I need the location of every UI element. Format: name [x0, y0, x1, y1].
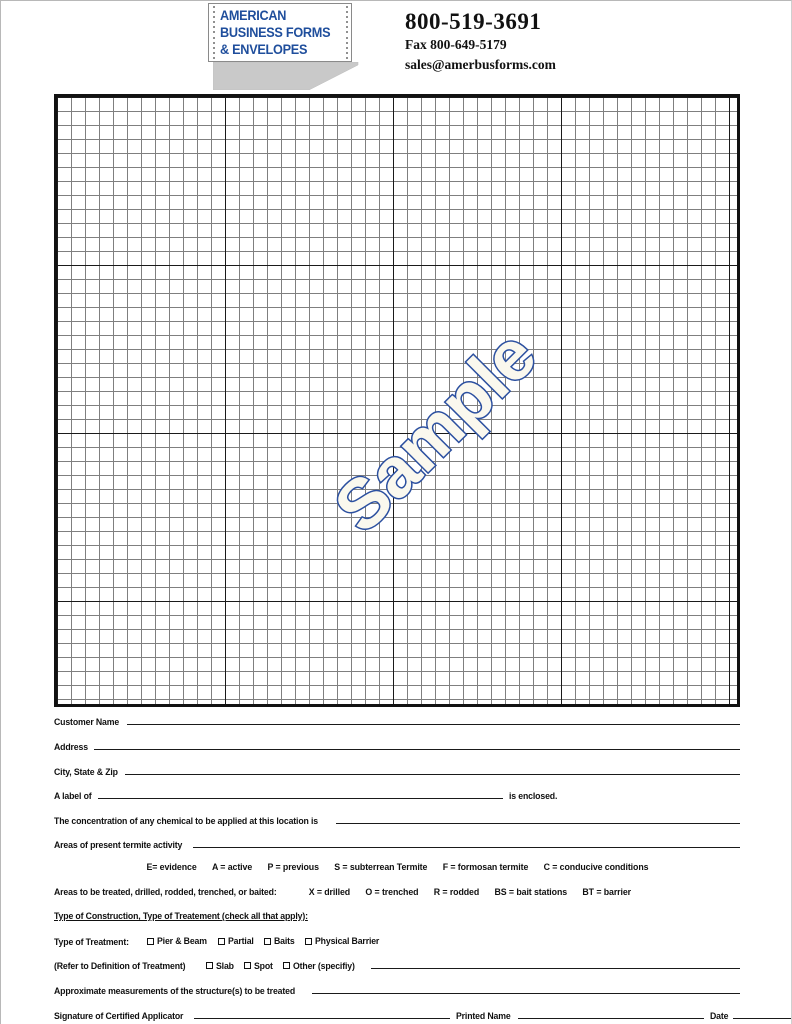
perforation-dot-icon: [346, 16, 348, 18]
checkbox-group-partial[interactable]: [218, 935, 264, 947]
checkbox-group-other[interactable]: [283, 960, 367, 972]
construction-heading-row: [54, 910, 740, 927]
label-city-state-zip: City, State & Zip: [54, 767, 118, 777]
logo-line-2: BUSINESS FORMS: [220, 25, 331, 40]
checkbox-group-physical-barrier[interactable]: [305, 935, 392, 947]
checkbox-physical-barrier[interactable]: [305, 938, 312, 945]
legend-evidence: E= evidence: [146, 862, 197, 872]
phone-number: 800-519-3691: [405, 9, 542, 34]
legend-bait-stations: BS = bait stations: [494, 887, 568, 897]
fax-number: Fax 800-649-5179: [405, 37, 507, 52]
label-is-enclosed: is enclosed.: [508, 791, 557, 801]
field-city-state-zip[interactable]: [54, 765, 740, 782]
label-present-termite-activity: Areas of present termite activity: [54, 840, 183, 850]
checkbox-group-slab[interactable]: [206, 960, 244, 972]
logo-fold-shadow: [213, 62, 393, 90]
field-approximate-measurements[interactable]: [54, 984, 740, 1001]
label-type-of-treatment: Type of Treatment:: [54, 936, 129, 947]
input-date[interactable]: [733, 1009, 792, 1019]
label-concentration: The concentration of any chemical to be applied at this location is: [54, 816, 318, 826]
label-pier-and-beam: Pier & Beam: [156, 936, 207, 946]
perforation-dot-icon: [346, 26, 348, 28]
perforation-right-icon: [344, 6, 349, 61]
perforation-dot-icon: [213, 6, 215, 8]
perforation-dot-icon: [346, 21, 348, 23]
checkbox-baits[interactable]: [264, 938, 271, 945]
treatment-legend: [301, 887, 639, 897]
signature-row[interactable]: [54, 1009, 740, 1024]
perforation-dot-icon: [213, 47, 215, 49]
input-customer-name[interactable]: [127, 715, 740, 725]
field-a-label-of[interactable]: [54, 789, 740, 806]
diagram-grid[interactable]: [54, 94, 740, 707]
logo-line-3: & ENVELOPES: [220, 42, 308, 57]
input-address[interactable]: [94, 740, 740, 750]
perforation-dot-icon: [213, 26, 215, 28]
label-a-label-of: A label of: [54, 791, 92, 801]
perforation-dot-icon: [346, 37, 348, 39]
input-a-label-of[interactable]: [98, 789, 503, 799]
label-physical-barrier: Physical Barrier: [315, 936, 380, 946]
evidence-legend: [138, 862, 655, 872]
checkbox-pier-and-beam[interactable]: [147, 938, 154, 945]
perforation-dot-icon: [346, 57, 348, 59]
legend-drilled: X = drilled: [309, 887, 351, 897]
field-present-termite-activity[interactable]: [54, 838, 740, 855]
checkbox-group-spot[interactable]: [244, 960, 283, 972]
legend-active: A = active: [211, 862, 252, 872]
legend-subterrean: S = subterrean Termite: [333, 862, 427, 872]
definition-of-treatment-row: [54, 959, 740, 976]
label-baits: Baits: [274, 936, 295, 946]
checkbox-spot[interactable]: [244, 962, 251, 969]
logo-card: [208, 3, 352, 62]
label-address: Address: [54, 742, 88, 752]
logo-line-1: AMERICAN: [220, 8, 287, 23]
logo-text: [220, 7, 337, 58]
field-address[interactable]: [54, 740, 740, 757]
label-slab: Slab: [216, 960, 235, 971]
legend-trenched: O = trenched: [365, 887, 419, 897]
perforation-dot-icon: [346, 6, 348, 8]
heading-type-of-construction: Type of Construction, Type of Treatement (check all that apply):: [54, 911, 308, 921]
form-fields: [1, 707, 792, 1024]
perforation-dot-icon: [346, 47, 348, 49]
input-present-termite-activity[interactable]: [193, 838, 740, 848]
checkbox-group-pier-and-beam[interactable]: [147, 935, 218, 947]
perforation-left-icon: [211, 6, 216, 61]
input-concentration[interactable]: [336, 814, 740, 824]
perforation-dot-icon: [213, 21, 215, 23]
perforation-dot-icon: [213, 16, 215, 18]
label-printed-name: Printed Name: [456, 1011, 511, 1021]
field-customer-name[interactable]: [54, 715, 740, 732]
treatment-legend-row: [54, 886, 740, 903]
checkbox-group-baits[interactable]: [264, 935, 305, 947]
input-signature[interactable]: [194, 1009, 450, 1019]
email-address: sales@amerbusforms.com: [405, 57, 556, 72]
checkbox-other[interactable]: [283, 962, 290, 969]
input-other-specify[interactable]: [371, 959, 740, 969]
checkbox-partial[interactable]: [218, 938, 225, 945]
perforation-dot-icon: [213, 31, 215, 33]
legend-rodded: R = rodded: [434, 887, 480, 897]
perforation-dot-icon: [346, 52, 348, 54]
label-partial: Partial: [228, 936, 254, 946]
label-signature: Signature of Certified Applicator: [54, 1011, 184, 1021]
company-logo: [208, 3, 352, 62]
page-header: [1, 1, 792, 93]
grid-lines: [57, 97, 737, 704]
contact-block: [405, 9, 745, 74]
legend-previous: P = previous: [267, 862, 319, 872]
input-printed-name[interactable]: [518, 1009, 704, 1019]
label-customer-name: Customer Name: [54, 717, 120, 727]
input-city-state-zip[interactable]: [125, 765, 740, 775]
checkbox-slab[interactable]: [206, 962, 213, 969]
perforation-dot-icon: [213, 57, 215, 59]
label-areas-to-be-treated: Areas to be treated, drilled, rodded, trenched, or baited:: [54, 887, 277, 897]
legend-conducive: C = conducive conditions: [543, 862, 648, 872]
legend-formosan: F = formosan termite: [442, 862, 528, 872]
label-spot: Spot: [254, 960, 273, 971]
evidence-legend-row: [54, 862, 740, 879]
perforation-dot-icon: [346, 31, 348, 33]
label-other-specify: Other (specifiy): [292, 960, 355, 971]
perforation-dot-icon: [346, 42, 348, 44]
label-refer-to-definition: (Refer to Definition of Treatment): [54, 961, 186, 971]
field-concentration[interactable]: [54, 814, 740, 831]
legend-barrier: BT = barrier: [582, 887, 632, 897]
input-approximate-measurements[interactable]: [312, 984, 740, 994]
perforation-dot-icon: [213, 42, 215, 44]
perforation-dot-icon: [346, 11, 348, 13]
perforation-dot-icon: [213, 52, 215, 54]
watermark-text: Sample: [319, 315, 551, 547]
type-of-treatment-row: [54, 935, 740, 952]
perforation-dot-icon: [213, 37, 215, 39]
label-approximate-measurements: Approximate measurements of the structure(s) to be treated: [54, 986, 296, 996]
label-date: Date: [709, 1011, 728, 1021]
perforation-dot-icon: [213, 11, 215, 13]
